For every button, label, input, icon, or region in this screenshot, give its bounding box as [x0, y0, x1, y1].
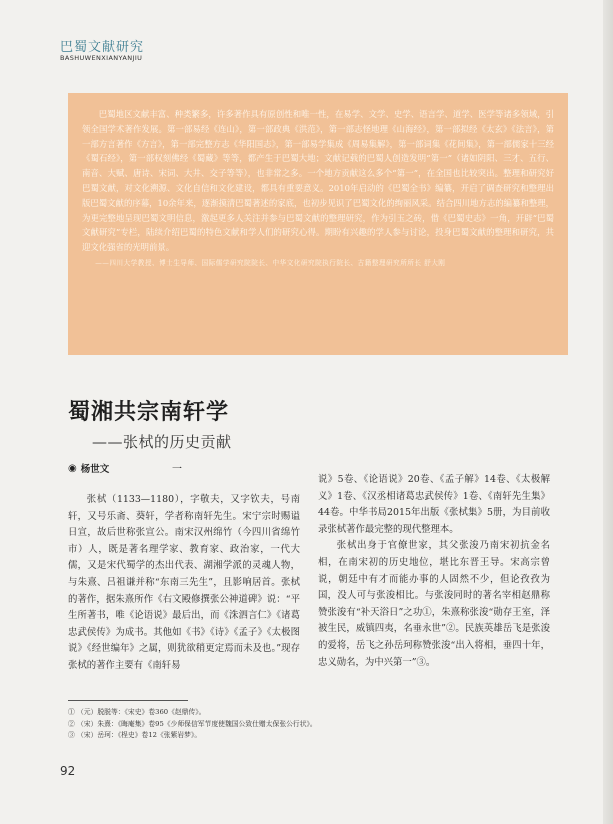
footnote: ② （宋）朱熹：《晦庵集》卷95《少师保信军节度使魏国公致仕赠太保张公行状》。	[68, 719, 317, 728]
body-paragraph: 张栻（1133—1180），字敬夫，又字钦夫，号南轩，又号乐斋、葵轩，学者称南轩先生。宋宁宗时赐谥日宣，故后世称张宣公。南宋汉州绵竹（今四川省绵竹市）人，既是著名理学家、教育家、政治家，一代大儒，又是宋代蜀学的杰出代表、湖湘学派的灵魂人物，与朱熹、吕祖谦并称“东南三先生”，且影响居首。张栻的著作，据朱熹所作《右文殿修撰张公神道碑》说：“平生所著书，唯《论语说》最后出，而《洙泗言仁》《诸葛忠武侯传》为成书。其他如《书》《诗》《孟子》《太极图说》《经世编年》之属，则犹欲稍更定焉而未及也。”现存张栻的著作主要有《南轩易	[68, 494, 300, 671]
page-number: 92	[60, 764, 76, 778]
page-spine-shadow	[603, 0, 613, 824]
author-line	[68, 461, 109, 475]
column-pinyin: BASHUWENXIANYANJIU	[60, 54, 143, 62]
author-name: 杨世文	[80, 464, 110, 475]
body-paragraph: 张栻出身于官僚世家，其父张浚乃南宋初抗金名相，在南宋初的历史地位，堪比东晋王导。宋高宗曾说，朝廷中有才而能办事的人固然不少，但论孜孜为国，没人可与张浚相比。与张浚同时的著名宰相赵鼎称赞张浚有“补天浴日”之功①，朱熹称张浚“勋存王室，泽被生民，威镇四夷，名垂永世”②。民族英雄岳飞是张浚的爱将，岳飞之孙岳珂称赞张浚“出入将相，垂四十年，忠义勋名，为中兴第一”③。	[318, 540, 550, 668]
body-column-right	[318, 472, 550, 671]
body-paragraph: 说》5卷、《论语说》20卷、《孟子解》14卷、《太极解义》1卷、《汉丞相诸葛忠武侯传》1卷、《南轩先生集》44卷。中华书局2015年出版《张栻集》5册，为目前收录张栻著作最完整的现代整理本。	[318, 474, 550, 535]
intro-text: 巴蜀地区文献丰富、种类繁多，许多著作具有原创性和唯一性，在易学、文学、史学、语言学、道学、医学等诸多领域，引领全国学术著作发展。第一部易经《连山》，第一部政典《洪范》，第一部志怪地理《山海经》，第一部拟经《太玄》《法言》，第一部方言著作《方言》，第一部完整方志《华阳国志》，第一部易学集成《周易集解》，第一部词集《花间集》，第一部儒家十三经《蜀石经》，第一部权刻佛经《蜀藏》等等，都产生于巴蜀大地；文献记载的巴蜀人创造发明“第一”（诸如阴阳、三才、五行、南音、大赋、唐诗、宋词、大井、交子等等），也非常之多。一个地方贡献这么多个“第一”，在全国也比较突出。整理和研究好巴蜀文献，对文化溯源、文化自信和文化建设，都具有重要意义。2010年启动的《巴蜀全书》编纂，开启了调查研究和整理出版巴蜀文献的序幕，10余年来，逐渐摸清巴蜀著述的家底，也初步见识了巴蜀文化的绚丽风采。结合四川地方志的编纂和整理，为更完整地呈现巴蜀文明信息，激起更多人关注并参与巴蜀文献的整理研究，作为引玉之砖，借《巴蜀史志》一角，开辟“巴蜀文献研究”专栏，陆续介绍巴蜀的特色文献和学人们的研究心得。期盼有兴趣的学人参与讨论，投身巴蜀文献的整理和研究，共迎文化强省的光明前景。	[82, 109, 554, 253]
footnotes	[68, 707, 368, 742]
intro-signature: ——四川大学教授、博士生导师、国际儒学研究院院长、中华文化研究院执行院长、古籍整理研究所所长 舒大刚	[95, 258, 446, 267]
footnote: ③ （宋）岳珂：《桯史》卷12《张紫岩梦》。	[68, 731, 202, 740]
footnote-divider	[68, 700, 188, 701]
article-title: 蜀湘共宗南轩学	[68, 399, 230, 425]
body-column-left	[68, 492, 300, 675]
intro-box	[68, 93, 568, 355]
footnote: ① （元）脱脱等：《宋史》卷360《赵鼎传》。	[68, 708, 206, 716]
author-bullet-icon: ◉	[68, 462, 77, 474]
section-mark: 一	[172, 464, 182, 475]
article-subtitle: ——张栻的历史贡献	[92, 433, 232, 451]
column-name: 巴蜀文献研究	[60, 40, 145, 55]
